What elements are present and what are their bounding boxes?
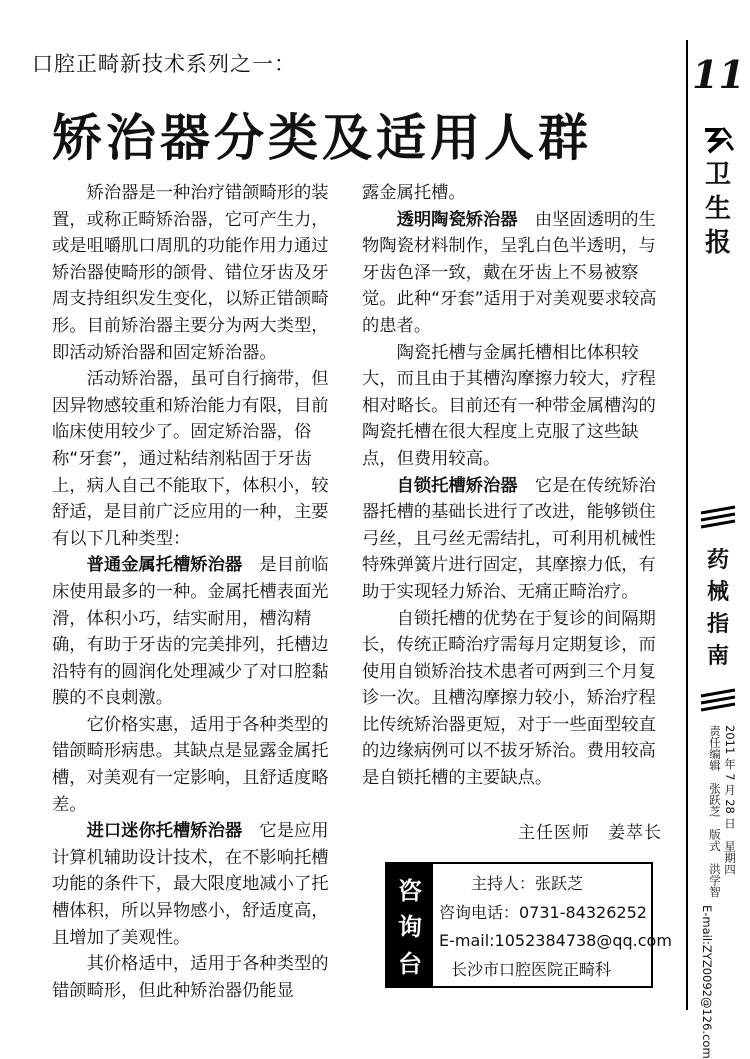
consult-info — [439, 870, 672, 984]
decorative-slash-icon — [699, 688, 737, 712]
paragraph: 陶瓷托槽与金属托槽相比体积较大，而且由于其槽沟摩擦力较大，疗程相对略长。目前还有一种带金属槽沟的陶瓷托槽在很大程度上克服了这些缺点，但费用较高。 — [362, 342, 656, 469]
paragraph: 透明陶瓷矫治器 由坚固透明的生物陶瓷材料制作，呈乳白色半透明，与牙齿色泽一致，戴在牙齿上不易被察觉。此种“牙套”适用于对美观要求较高的患者。 — [362, 209, 657, 336]
consult-email: E-mail:1052384738@qq.com — [439, 931, 672, 950]
paragraph: 露金属托槽。 — [362, 183, 466, 203]
paragraph: 它价格实惠，适用于各种类型的错颌畸形病患。其缺点是显露金属托槽，对美观有一定影响，且舒适度略差。 — [52, 714, 329, 815]
consult-org: 长沙市口腔医院正畸科 — [451, 959, 612, 979]
paragraph: 矫治器是一种治疗错颌畸形的装置，或称正畸矫治器，它可产生力，或是咀嚼肌口周肌的功能作用力通过矫治器使畸形的颌骨、错位牙齿及牙周支持组织发生变化，以矫正错颌畸形。目前矫治器主要分为两大类型，即活动矫治器和固定矫治器。 — [52, 183, 329, 363]
section-name: 药械指南 — [706, 548, 729, 669]
series-title: 口腔正畸新技术系列之一： — [32, 52, 296, 76]
paragraph: 活动矫治器，虽可自行摘带，但因异物感较重和矫治能力有限，目前临床使用较少了。固定矫治器，俗称“牙套”，通过粘结剂粘固于牙齿上，病人自己不能取下，体积小，较舒适，是目前广泛应用的一种，主要有以下几种类型： — [52, 369, 329, 549]
consult-label — [387, 864, 433, 986]
article-column-2 — [362, 180, 662, 792]
consult-host: 主持人：张跃芝 — [471, 874, 584, 893]
sidebar-divider — [686, 40, 688, 1010]
paragraph: 自锁托槽矫治器 它是在传统矫治器托槽的基础长进行了改进，能够锁住弓丝，且弓丝无需结扎，可利用机械性特殊弹簧片进行固定，其摩擦力低，有助于实现轻力矫治、无痛正畸治疗。 — [362, 475, 656, 602]
consult-label-char: 台 — [398, 950, 422, 979]
newspaper-logo-icon — [701, 124, 735, 154]
article-column-1 — [52, 180, 344, 1004]
consult-box — [385, 862, 672, 988]
issue-date: 2011 年 7 月 28 日 星期四 — [723, 725, 737, 875]
paragraph: 其价格适中，适用于各种类型的错颌畸形，但此种矫治器仍能显 — [52, 954, 329, 1001]
headline: 矫治器分类及适用人群 — [52, 108, 592, 167]
paragraph: 自锁托槽的优势在于复诊的间隔期长，传统正畸治疗需每月定期复诊，而使用自锁矫治技术患者可两到三个月复诊一次。且槽沟摩擦力较小，矫治疗程比传统矫治器更短，对于一些面型较直的边缘病例可以不拔牙矫治。费用较高是自锁托槽的主要缺点。 — [362, 608, 656, 789]
paragraph: 普通金属托槽矫治器 是目前临床使用最多的一种。金属托槽表面光滑，体积小巧，结实耐用，槽沟精确，有助于牙齿的完美排列，托槽边沿特有的圆润化处理减少了对口腔黏膜的不良刺激。 — [52, 555, 329, 709]
subheading: 普通金属托槽矫治器 — [86, 555, 243, 576]
editor-credits: 责任编辑 张跃芝 版式 洪学智 — [708, 725, 722, 898]
author-signature: 主任医师 姜萃长 — [518, 823, 662, 843]
sidebar-email: E-mail:ZYZ0092@126.com — [700, 905, 714, 1059]
consult-phone: 咨询电话：0731-84326252 — [439, 902, 647, 922]
subheading: 透明陶瓷矫治器 — [396, 209, 518, 230]
subheading: 进口迷你托槽矫治器 — [86, 821, 243, 842]
newspaper-name: 卫生报 — [704, 160, 731, 258]
subheading: 自锁托槽矫治器 — [396, 475, 518, 496]
consult-label-char: 询 — [398, 913, 422, 942]
decorative-slash-icon — [699, 505, 737, 529]
paragraph: 进口迷你托槽矫治器 它是应用计算机辅助设计技术，在不影响托槽功能的条件下，最大限度地减小了托槽体积，所以异物感小，舒适度高，且增加了美观性。 — [52, 821, 329, 948]
page-number: 11 — [692, 52, 745, 97]
consult-label-char: 咨 — [398, 876, 422, 905]
